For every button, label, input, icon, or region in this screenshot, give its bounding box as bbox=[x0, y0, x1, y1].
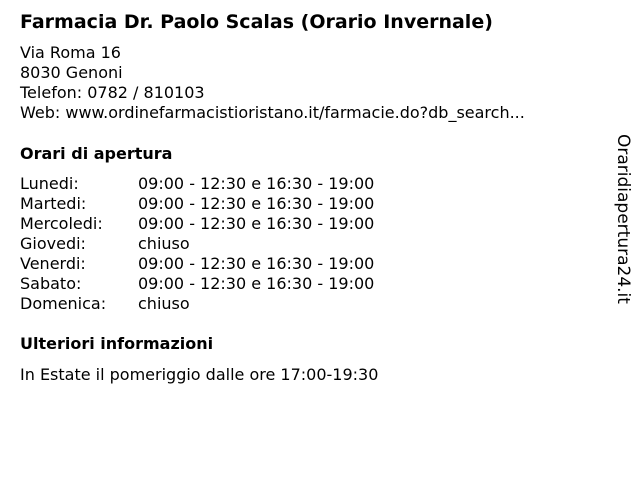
day-label: Sabato: bbox=[20, 274, 82, 293]
time-value: chiuso bbox=[138, 294, 190, 313]
time-value: 09:00 - 12:30 e 16:30 - 19:00 bbox=[138, 194, 375, 213]
address-block bbox=[20, 43, 525, 123]
additional-info-text: In Estate il pomeriggio dalle ore 17:00-19:30 bbox=[20, 365, 379, 384]
website-link[interactable]: Web: www.ordinefarmacistioristano.it/farmacie.do?db_search... bbox=[20, 103, 525, 122]
opening-hours-heading: Orari di apertura bbox=[20, 144, 173, 163]
day-label: Mercoledi: bbox=[20, 214, 103, 233]
time-value: 09:00 - 12:30 e 16:30 - 19:00 bbox=[138, 174, 375, 193]
additional-info-heading: Ulteriori informazioni bbox=[20, 334, 214, 353]
city-address: 8030 Genoni bbox=[20, 63, 123, 82]
time-value: 09:00 - 12:30 e 16:30 - 19:00 bbox=[138, 214, 375, 233]
time-value: 09:00 - 12:30 e 16:30 - 19:00 bbox=[138, 254, 375, 273]
phone-number: Telefon: 0782 / 810103 bbox=[20, 83, 205, 102]
brand-watermark: Oraridiapertura24.it bbox=[613, 134, 633, 304]
day-label: Domenica: bbox=[20, 294, 107, 313]
day-label: Martedi: bbox=[20, 194, 87, 213]
day-label: Venerdi: bbox=[20, 254, 86, 273]
day-label: Giovedi: bbox=[20, 234, 86, 253]
time-value: 09:00 - 12:30 e 16:30 - 19:00 bbox=[138, 274, 375, 293]
street-address: Via Roma 16 bbox=[20, 43, 121, 62]
day-label: Lunedi: bbox=[20, 174, 79, 193]
time-value: chiuso bbox=[138, 234, 190, 253]
page-title: Farmacia Dr. Paolo Scalas (Orario Invernale) bbox=[20, 11, 493, 33]
